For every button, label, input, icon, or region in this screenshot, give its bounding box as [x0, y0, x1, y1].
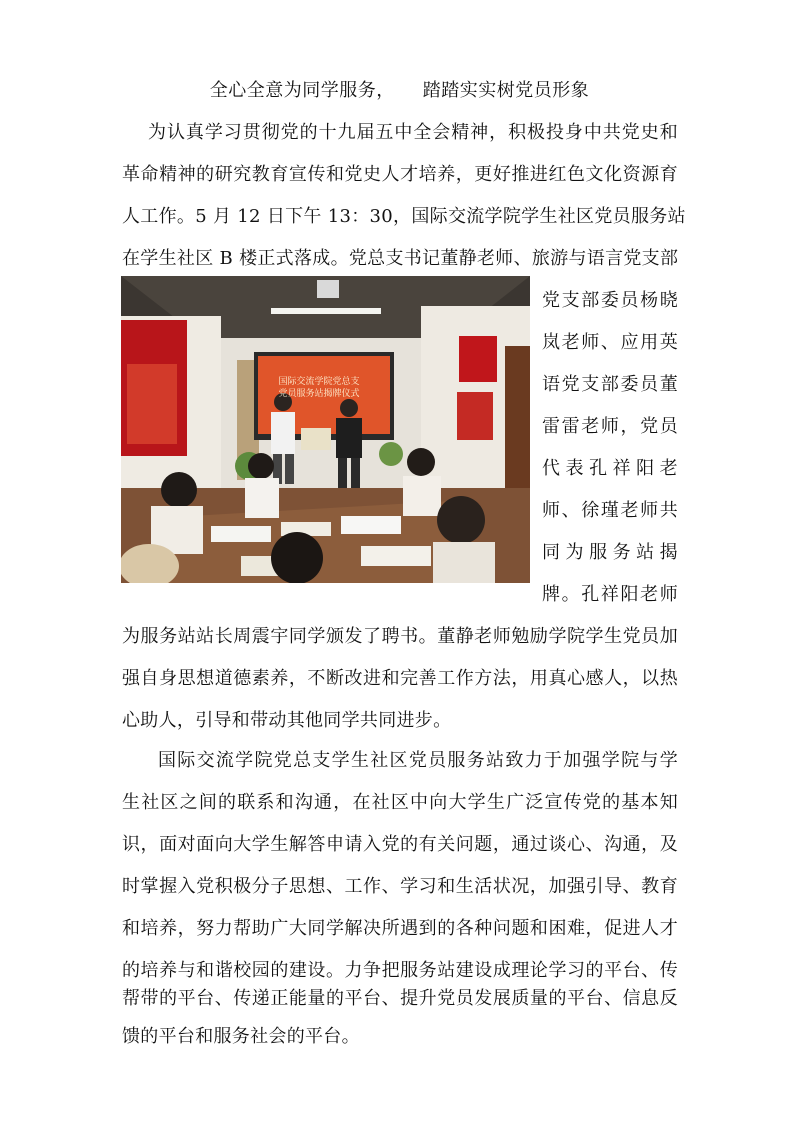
ceremony-photo	[121, 276, 530, 583]
side-line-1: 党支部委员杨晓	[542, 290, 678, 311]
title-part-1: 全心全意为同学服务，	[209, 80, 395, 101]
projection-screen-text: 国际交流学院党总支 党员服务站揭牌仪式	[278, 377, 360, 399]
paragraph-1-line-3: 人工作。5 月 12 日下午 13：30，国际交流学院学生社区党员服务站	[122, 206, 686, 227]
paragraph-2-line-6: 的培养与和谐校园的建设。力争把服务站建设成理论学习的平台、传	[122, 960, 678, 981]
paragraph-1-line-after-2: 强自身思想道德素养，不断改进和完善工作方法，用真心感人，以热	[122, 668, 678, 689]
paragraph-2-line-7: 帮带的平台、传递正能量的平台、提升党员发展质量的平台、信息反	[122, 988, 678, 1009]
paragraph-2-line-8: 馈的平台和服务社会的平台。	[122, 1026, 360, 1047]
paragraph-2-line-3: 识，面对面向大学生解答申请入党的有关问题，通过谈心、沟通，及	[122, 834, 678, 855]
paragraph-2-line-1: 国际交流学院党总支学生社区党员服务站致力于加强学院与学	[158, 750, 678, 771]
side-line-2: 岚老师、应用英	[542, 332, 678, 353]
paragraph-1-line-2: 革命精神的研究教育宣传和党史人才培养，更好推进红色文化资源育	[122, 164, 678, 185]
paragraph-2-line-2: 生社区之间的联系和沟通，在社区中向大学生广泛宣传党的基本知	[122, 792, 678, 813]
title-part-2: 踏踏实实树党员形象	[422, 80, 590, 101]
document-title	[0, 76, 799, 102]
paragraph-1-line-after-3: 心助人，引导和带动其他同学共同进步。	[122, 710, 452, 731]
side-line-4: 雷雷老师，党员	[542, 416, 678, 437]
paragraph-1-line-4: 在学生社区 B 楼正式落成。党总支书记董静老师、旅游与语言党支部	[122, 248, 679, 269]
paragraph-2-line-5: 和培养，努力帮助广大同学解决所遇到的各种问题和困难，促进人才	[122, 918, 678, 939]
side-line-8: 牌。孔祥阳老师	[542, 584, 678, 605]
side-line-3: 语党支部委员董	[542, 374, 678, 395]
side-line-7: 同为服务站揭	[542, 542, 678, 563]
side-line-6: 师、徐瑾老师共	[542, 500, 678, 521]
paragraph-1-line-after-1: 为服务站站长周震宇同学颁发了聘书。董静老师勉励学院学生党员加	[122, 626, 678, 647]
side-line-5: 代表孔祥阳老	[542, 458, 678, 479]
paragraph-1-line-1: 为认真学习贯彻党的十九届五中全会精神，积极投身中共党史和	[148, 122, 678, 143]
ceremony-photo-illustration	[121, 276, 530, 583]
paragraph-2-line-4: 时掌握入党积极分子思想、工作、学习和生活状况，加强引导、教育	[122, 876, 678, 897]
